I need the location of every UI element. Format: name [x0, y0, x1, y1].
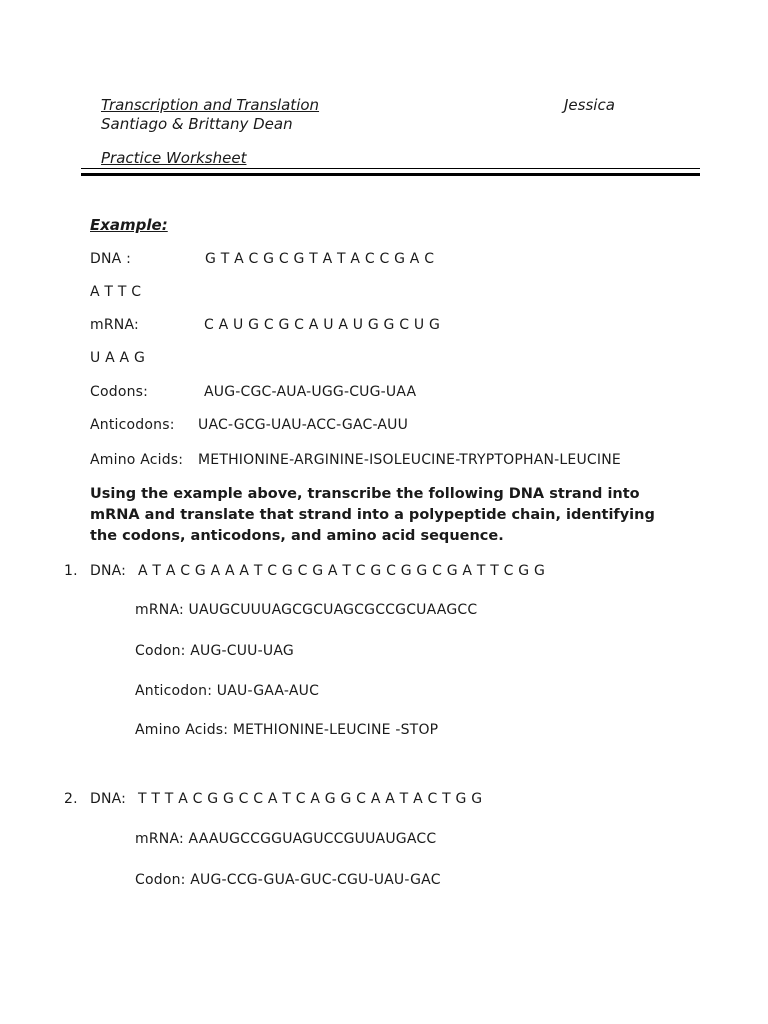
problem-2-codon: Codon: AUG-CCG-GUA-GUC-CGU-UAU-GAC — [135, 872, 441, 888]
problem-2-dna-label: DNA: — [90, 791, 127, 807]
example-codons-label: Codons: — [90, 384, 149, 400]
problem-1-amino-acids: Amino Acids: METHIONINE-LEUCINE -STOP — [135, 722, 439, 738]
header-divider-thick — [81, 173, 700, 176]
example-mrna-label: mRNA: — [90, 317, 139, 333]
instructions-text: Using the example above, transcribe the following DNA strand into mRNA and translate that strand into a polypeptide chain, identifying the codons, anticodons, and amino acid sequence. — [90, 486, 655, 544]
example-heading: Example: — [90, 216, 168, 234]
example-mrna-value: C A U G C G C A U A U G G C U G — [204, 317, 441, 333]
problem-1-codon: Codon: AUG-CUU-UAG — [135, 643, 294, 659]
example-mrna-wrap: U A A G — [90, 350, 146, 366]
example-anticodons-value: UAC-GCG-UAU-ACC-GAC-AUU — [198, 417, 409, 433]
problem-1-dna-value: A T A C G A A A T C G C G A T C G C G G C G A T T C G G — [138, 563, 546, 579]
header-divider-thin — [81, 168, 700, 169]
problem-2-dna-value: T T T A C G G C C A T C A G G C A A T A C T G G — [138, 791, 483, 807]
author-names: Santiago & Brittany Dean — [101, 115, 293, 133]
example-dna-label: DNA : — [90, 251, 131, 267]
example-codons-value: AUG-CGC-AUA-UGG-CUG-UAA — [204, 384, 417, 400]
problem-1-number: 1. — [64, 563, 78, 579]
example-dna-wrap: A T T C — [90, 284, 142, 300]
problem-2-number: 2. — [64, 791, 78, 807]
example-dna-value: G T A C G C G T A T A C C G A C — [205, 251, 435, 267]
example-amino-label: Amino Acids: — [90, 452, 184, 468]
example-amino-value: METHIONINE-ARGININE-ISOLEUCINE-TRYPTOPHAN-LEUCINE — [198, 452, 621, 468]
example-anticodons-label: Anticodons: — [90, 417, 175, 433]
author-first-name: Jessica — [564, 96, 615, 114]
problem-1-anticodon: Anticodon: UAU-GAA-AUC — [135, 683, 320, 699]
worksheet-title: Transcription and Translation — [101, 96, 320, 114]
problem-1-mrna: mRNA: UAUGCUUUAGCGCUAGCGCCGCUAAGCC — [135, 602, 478, 618]
problem-2-mrna: mRNA: AAAUGCCGGUAGUCCGUUAUGACC — [135, 831, 437, 847]
problem-1-dna-label: DNA: — [90, 563, 127, 579]
worksheet-subtitle: Practice Worksheet — [101, 149, 247, 167]
